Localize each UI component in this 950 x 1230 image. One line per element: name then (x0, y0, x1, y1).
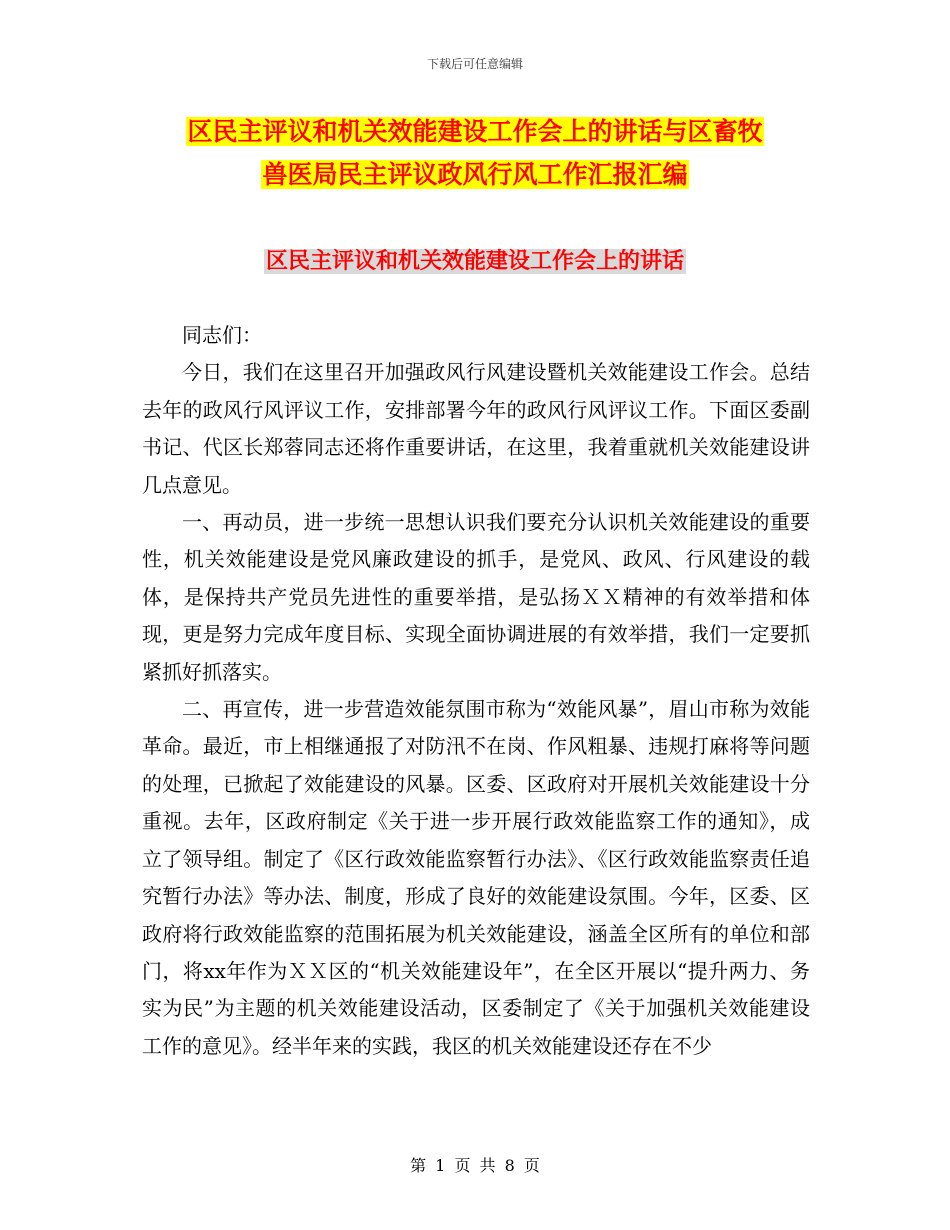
page-number-footer: 第 1 页 共 8 页 (410, 1156, 540, 1175)
paragraph: 今日，我们在这里召开加强政风行风建设暨机关效能建设工作会。总结去年的政风行风评议工作，安排部署今年的政风行风评议工作。下面区委副书记、代区长郑蓉同志还将作重要讲话，在这里，我着重就机关效能建设讲几点意见。 (142, 360, 810, 497)
document-title-text-1: 区民主评议和机关效能建设工作会上的讲话与区畜牧 (187, 117, 763, 146)
paragraph-salutation: 同志们： (182, 323, 262, 347)
document-title-line-1 (150, 112, 800, 152)
section-title (0, 244, 950, 280)
document-title-text-2: 兽医局民主评议政风行风工作汇报汇编 (262, 160, 688, 189)
document-title-line-2 (150, 155, 800, 195)
body-text (142, 317, 810, 1065)
paragraph: 一、再动员，进一步统一思想认识我们要充分认识机关效能建设的重要性，机关效能建设是党风廉政建设的抓手，是党风、政风、行风建设的载体，是保持共产党员先进性的重要举措，是弘扬ＸＸ精神的有效举措和体现，更是努力完成年度目标、实现全面协调进展的有效举措，我们一定要抓紧抓好抓落实。 (142, 510, 810, 684)
header-note: 下载后可任意编辑 (426, 57, 523, 71)
section-title-text: 区民主评议和机关效能建设工作会上的讲话 (265, 249, 684, 274)
paragraph: 二、再宣传，进一步营造效能氛围市称为“效能风暴”，眉山市称为效能革命。最近，市上相继通报了对防汛不在岗、作风粗暴、违规打麻将等问题的处理，已掀起了效能建设的风暴。区委、区政府对开展机关效能建设十分重视。去年，区政府制定《关于进一步开展行政效能监察工作的通知》，成立了领导组。制定了《区行政效能监察暂行办法》、《区行政效能监察责任追究暂行办法》等办法、制度，形成了良好的效能建设氛围。今年，区委、区政府将行政效能监察的范围拓展为机关效能建设，涵盖全区所有的单位和部门，将xx年作为ＸＸ区的“机关效能建设年”，在全区开展以“提升两力、务实为民”为主题的机关效能建设活动，区委制定了《关于加强机关效能建设工作的意见》。经半年来的实践，我区的机关效能建设还存在不少 (142, 697, 810, 1058)
